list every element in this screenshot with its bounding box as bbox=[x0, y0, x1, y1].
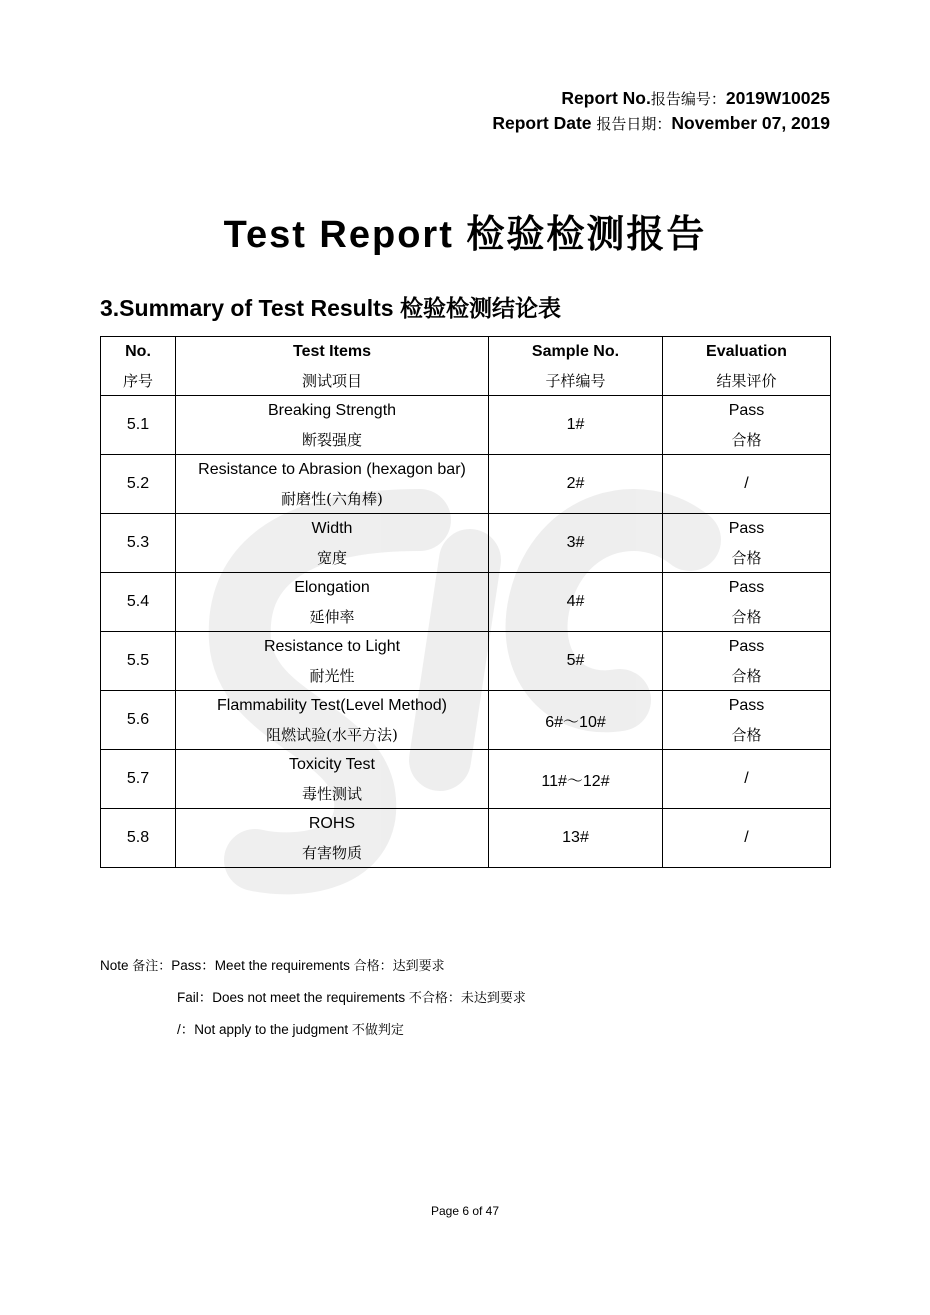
row-test-item: Resistance to Light 耐光性 bbox=[176, 632, 489, 691]
table-row bbox=[101, 573, 831, 632]
row-test-item: Width 宽度 bbox=[176, 514, 489, 573]
row-no: 5.6 bbox=[101, 691, 176, 750]
row-sample: 11#～12# bbox=[489, 750, 663, 809]
row-evaluation: / bbox=[663, 809, 831, 868]
table-header-row bbox=[101, 337, 831, 396]
row-no: 5.8 bbox=[101, 809, 176, 868]
row-evaluation: Pass 合格 bbox=[663, 691, 831, 750]
row-test-item: Flammability Test(Level Method) 阻燃试验(水平方法) bbox=[176, 691, 489, 750]
row-sample: 2# bbox=[489, 455, 663, 514]
page-number: Page 6 of 47 bbox=[430, 1204, 500, 1218]
row-sample: 13# bbox=[489, 809, 663, 868]
report-number-line: Report No.报告编号：2019W10025 bbox=[561, 88, 830, 108]
row-sample: 3# bbox=[489, 514, 663, 573]
row-sample: 5# bbox=[489, 632, 663, 691]
note-fail: Fail：Does not meet the requirements 不合格：未达到要求 bbox=[177, 990, 526, 1006]
column-header-evaluation: Evaluation 结果评价 bbox=[663, 337, 831, 396]
row-no: 5.7 bbox=[101, 750, 176, 809]
notes bbox=[100, 950, 526, 1046]
row-test-item: Breaking Strength 断裂强度 bbox=[176, 396, 489, 455]
row-no: 5.4 bbox=[101, 573, 176, 632]
table-row bbox=[101, 809, 831, 868]
column-header-test-items: Test Items 测试项目 bbox=[176, 337, 489, 396]
row-test-item: Elongation 延伸率 bbox=[176, 573, 489, 632]
report-date: November 07, 2019 bbox=[671, 113, 830, 133]
table-row bbox=[101, 455, 831, 514]
table-row bbox=[101, 514, 831, 573]
report-number: 2019W10025 bbox=[725, 88, 830, 108]
row-test-item: Toxicity Test 毒性测试 bbox=[176, 750, 489, 809]
column-header-no: No. 序号 bbox=[101, 337, 176, 396]
row-test-item: Resistance to Abrasion (hexagon bar) 耐磨性(六角棒) bbox=[176, 455, 489, 514]
table-row bbox=[101, 632, 831, 691]
row-evaluation: Pass 合格 bbox=[663, 573, 831, 632]
table-row bbox=[101, 691, 831, 750]
row-sample: 1# bbox=[489, 396, 663, 455]
row-evaluation: Pass 合格 bbox=[663, 396, 831, 455]
row-evaluation: / bbox=[663, 455, 831, 514]
row-evaluation: / bbox=[663, 750, 831, 809]
row-sample: 6#～10# bbox=[489, 691, 663, 750]
section-title: 3.Summary of Test Results 检验检测结论表 bbox=[100, 295, 561, 321]
row-no: 5.1 bbox=[101, 396, 176, 455]
row-test-item: ROHS 有害物质 bbox=[176, 809, 489, 868]
row-no: 5.2 bbox=[101, 455, 176, 514]
note-pass: Note 备注：Pass：Meet the requirements 合格：达到要求 bbox=[100, 958, 445, 974]
page-title: Test Report 检验检测报告 bbox=[223, 214, 707, 256]
row-sample: 4# bbox=[489, 573, 663, 632]
results-table bbox=[100, 336, 831, 868]
table-row bbox=[101, 750, 831, 809]
row-no: 5.3 bbox=[101, 514, 176, 573]
report-header bbox=[492, 86, 830, 136]
report-date-line: Report Date 报告日期：November 07, 2019 bbox=[492, 113, 830, 133]
row-evaluation: Pass 合格 bbox=[663, 632, 831, 691]
row-no: 5.5 bbox=[101, 632, 176, 691]
row-evaluation: Pass 合格 bbox=[663, 514, 831, 573]
note-not-apply: /：Not apply to the judgment 不做判定 bbox=[177, 1022, 404, 1038]
column-header-sample-no: Sample No. 子样编号 bbox=[489, 337, 663, 396]
table-row bbox=[101, 396, 831, 455]
